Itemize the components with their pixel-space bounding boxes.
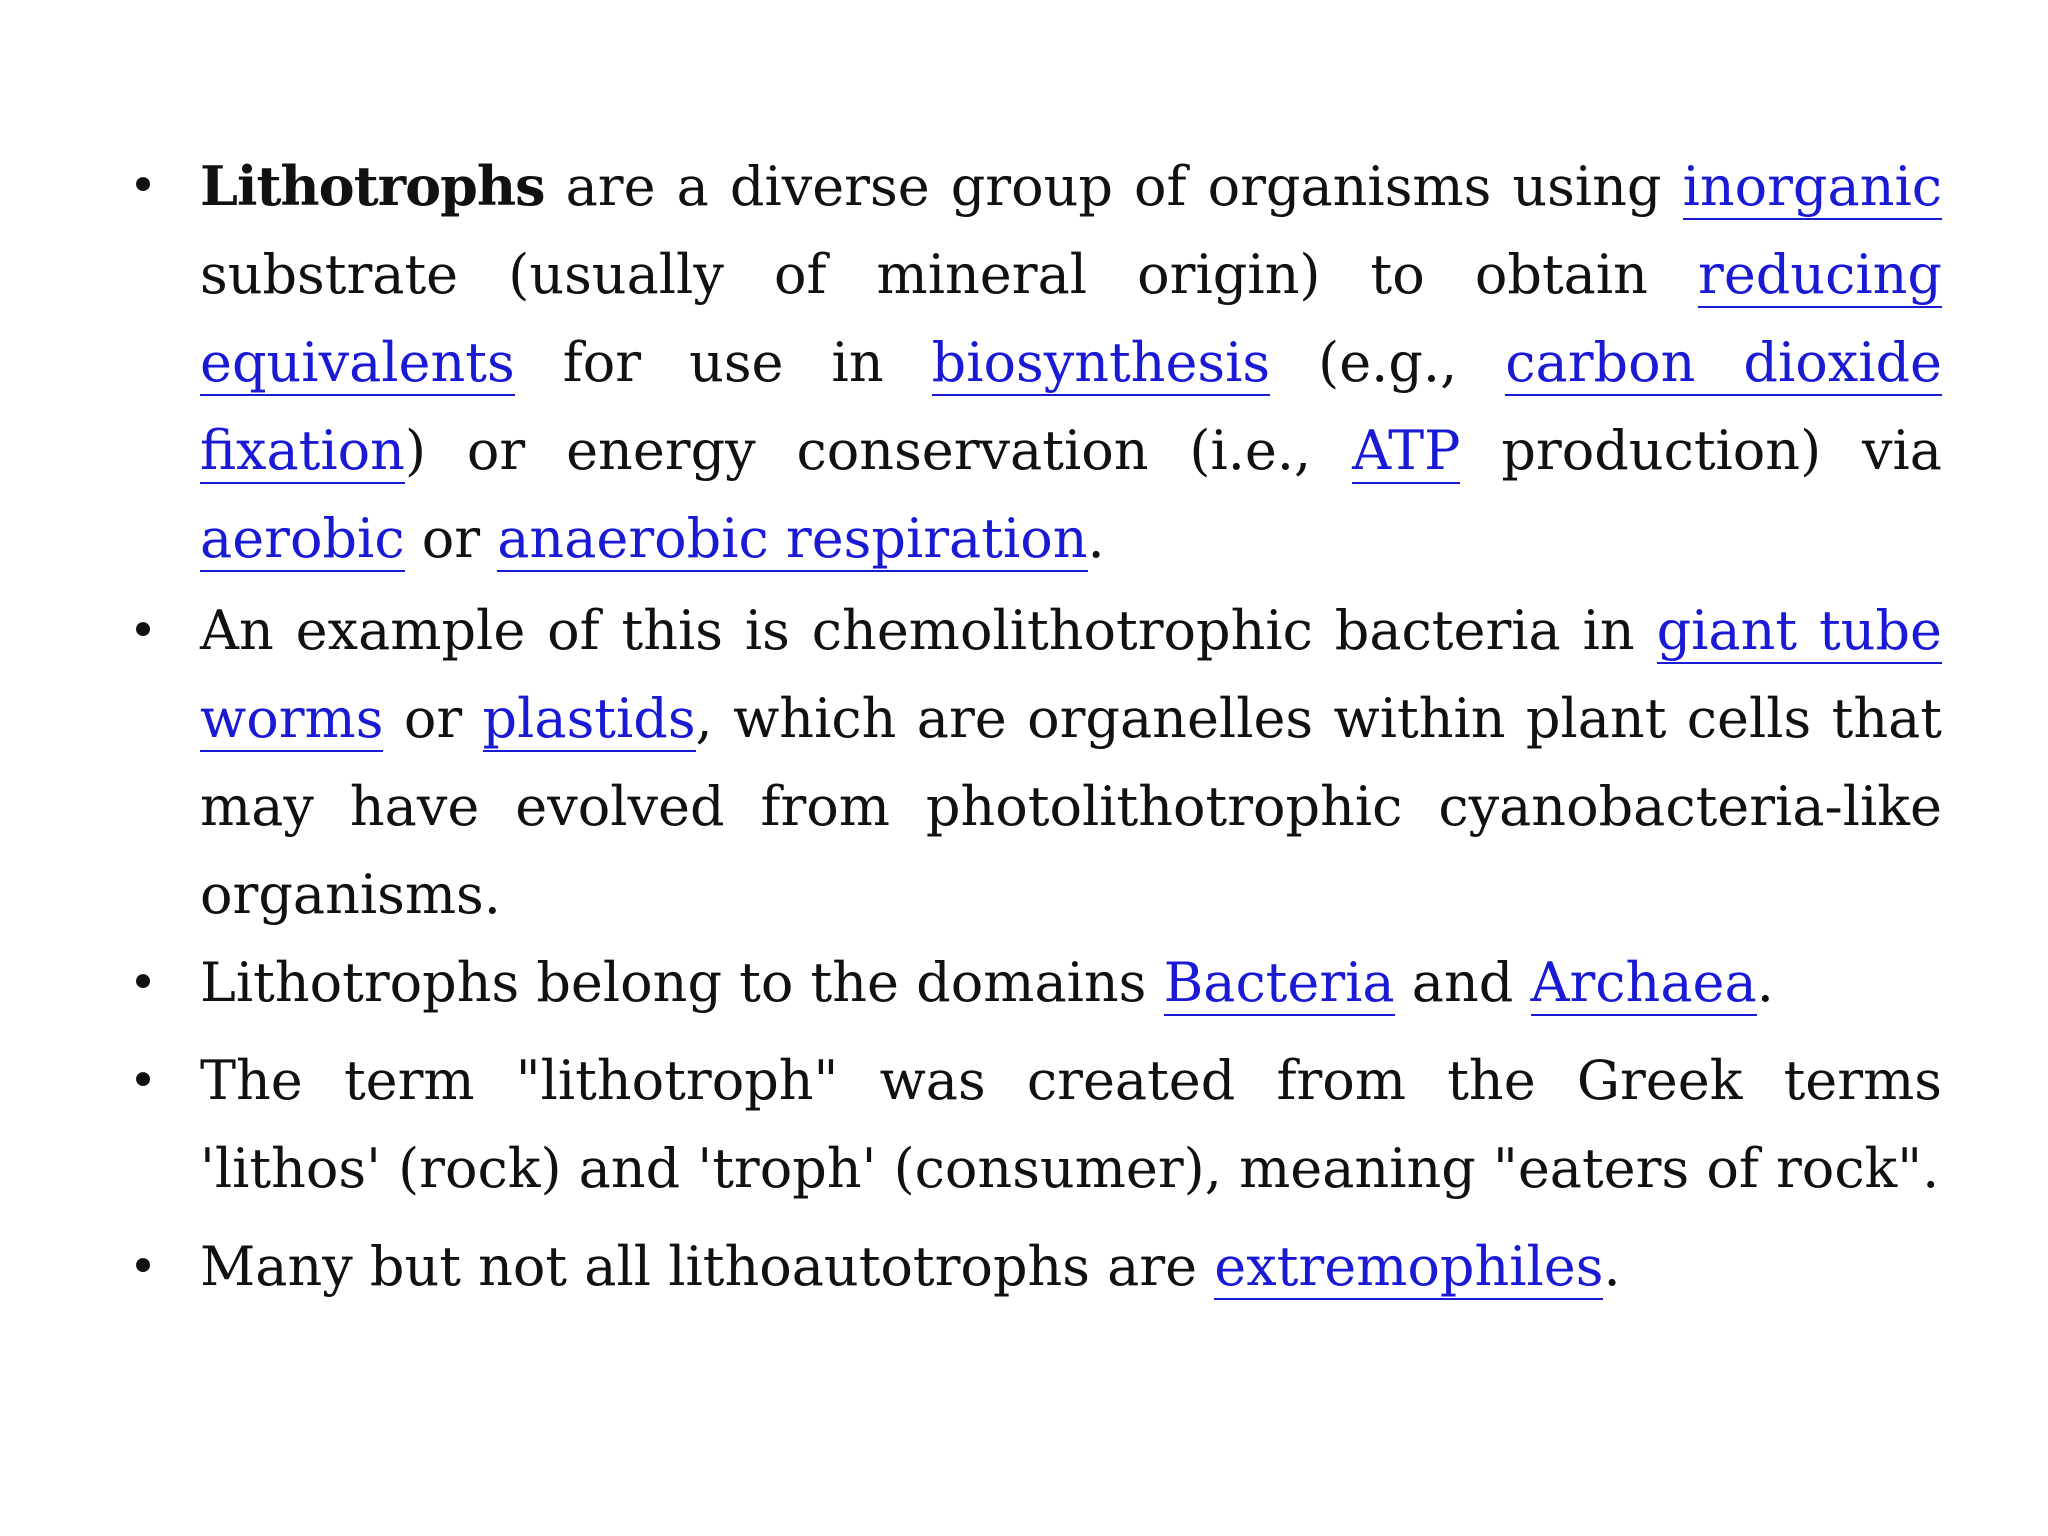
link-aerobic[interactable]: aerobic	[200, 507, 405, 570]
text-segment: Many but not all lithoautotrophs are	[200, 1235, 1215, 1298]
link-anaerobic-respiration[interactable]: anaerobic respiration	[497, 507, 1088, 570]
text-segment: , which are organelles within plant cells that may have evolved from photolithotrophic cyanobacteria-like organisms.	[200, 687, 1942, 926]
bullet-dot-icon: •	[128, 158, 158, 214]
text-segment: .	[1087, 507, 1105, 570]
text-segment: (e.g.,	[1270, 331, 1506, 394]
bullet-dot-icon: •	[128, 603, 158, 659]
text-segment: and	[1394, 951, 1531, 1014]
text-segment: .	[1603, 1235, 1621, 1298]
bullet-item-example	[128, 587, 1942, 939]
text-segment: for use in	[514, 331, 932, 394]
bullet-dot-icon: •	[128, 1053, 158, 1109]
link-giant-tube-worms[interactable]: giant tube worms	[200, 599, 1942, 750]
text-segment: Lithotrophs belong to the domains	[200, 951, 1164, 1014]
text-segment: or	[383, 687, 483, 750]
link-atp[interactable]: ATP	[1352, 419, 1461, 482]
bullet-list	[128, 142, 1943, 1315]
bullet-dot-icon: •	[128, 1239, 158, 1295]
text-segment: production) via	[1460, 419, 1943, 482]
link-inorganic[interactable]: inorganic	[1682, 155, 1942, 218]
text-segment: An example of this is chemolithotrophic bacteria in	[200, 599, 1657, 662]
bullet-item-extremophiles	[128, 1223, 1942, 1311]
term-lithotrophs: Lithotrophs	[200, 154, 545, 218]
link-bacteria[interactable]: Bacteria	[1163, 951, 1395, 1014]
link-reducing-equivalents[interactable]: reducing equivalents	[200, 243, 1942, 394]
bullet-item-domains	[128, 939, 1942, 1027]
text-segment: substrate (usually of mineral origin) to obtain	[200, 243, 1699, 306]
text-segment: are a diverse group of organisms using	[544, 155, 1683, 218]
link-extremophiles[interactable]: extremophiles	[1214, 1235, 1604, 1298]
bullet-dot-icon: •	[128, 955, 158, 1011]
bullet-item-etymology	[128, 1037, 1942, 1213]
text-segment: ) or energy conservation (i.e.,	[404, 419, 1353, 482]
bullet-item-lithotrophs-definition	[128, 142, 1943, 583]
text-segment: or	[404, 507, 498, 570]
text-segment: The term "lithotroph" was created from the Greek terms 'lithos' (rock) and 'troph' (consumer), meaning "eaters of rock".	[200, 1049, 1942, 1200]
link-biosynthesis[interactable]: biosynthesis	[931, 331, 1271, 394]
link-archaea[interactable]: Archaea	[1530, 951, 1757, 1014]
link-plastids[interactable]: plastids	[482, 687, 696, 750]
link-carbon-dioxide-fixation[interactable]: carbon dioxide fixation	[200, 331, 1943, 482]
text-segment: .	[1756, 951, 1774, 1014]
